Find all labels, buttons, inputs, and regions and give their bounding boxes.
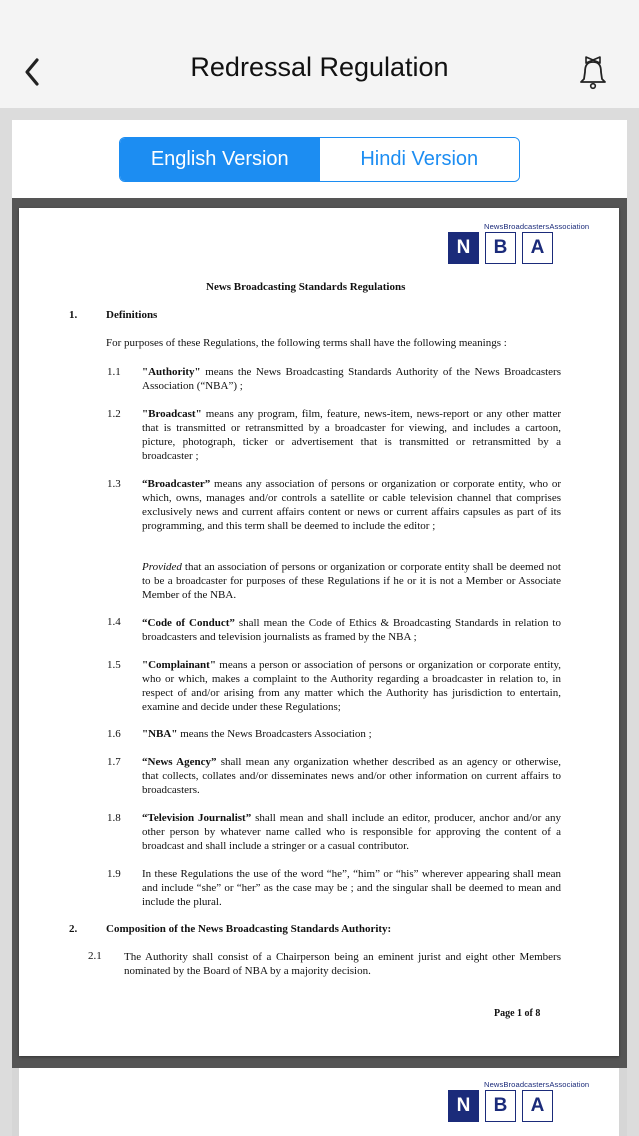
tab-english-version[interactable]: English Version <box>120 138 320 181</box>
clause-text <box>142 867 561 909</box>
clause-number: 1.1 <box>107 366 121 378</box>
clause-text <box>142 407 561 463</box>
tab-hindi-version[interactable]: Hindi Version <box>320 138 520 181</box>
clause-body: means any program, film, feature, news-item, news-report or any other matter that is transmitted or retransmitted by a broadcaster for viewing, and includes a cartoon, picture, photograph, ticker or advertisement that is transmitted or retransmitted by a broadcaster ; <box>142 408 561 462</box>
clause-term: "Authority" <box>142 366 201 378</box>
section-number: 2. <box>69 923 78 935</box>
section-number: 1. <box>69 309 78 321</box>
clause-term: “Code of Conduct” <box>142 617 235 629</box>
clause-body: means any association of persons or organization or corporate entity, who or which, owns, manages and/or controls a satellite or cable television channel that comprises exclusively news and current affairs content or news or current affairs capsules as part of its programming, and this term shall be deemed to include the editor ; <box>142 478 561 532</box>
clause-term: “Broadcaster” <box>142 478 211 490</box>
document-title: News Broadcasting Standards Regulations <box>206 281 406 293</box>
clause-term: “Television Journalist” <box>142 812 252 824</box>
clause-text <box>142 811 561 853</box>
clause-number: 1.7 <box>107 756 121 768</box>
page-number: Page 1 of 8 <box>494 1008 541 1019</box>
version-segmented-control <box>119 137 520 182</box>
proviso-term: Provided <box>142 561 182 573</box>
clause-body: that an association of persons or organization or corporate entity shall be deemed not to be a broadcaster for purposes of these Regulations if he or it is not a Member or Associate Member of the NBA. <box>142 561 561 601</box>
clause-number: 1.3 <box>107 478 121 490</box>
clause-text <box>142 477 561 533</box>
clause-term: "Complainant" <box>142 659 216 671</box>
clause-text <box>142 365 561 393</box>
clause-body: means the News Broadcasting Standards Authority of the News Broadcasters Association (“NBA”) ; <box>142 366 561 392</box>
clause-body: shall mean and shall include an editor, producer, anchor and/or any other person by whatever name called who is responsible for approving the content of a broadcast and shall include a stringer or a casual contributor. <box>142 812 561 852</box>
clause-number: 1.5 <box>107 659 121 671</box>
nba-logo-n: N <box>448 1090 479 1122</box>
clause-number: 1.2 <box>107 408 121 420</box>
nba-logo-a: A <box>522 232 553 264</box>
clause-text <box>142 658 561 714</box>
clause-text <box>142 755 561 797</box>
nba-logo-tagline: NewsBroadcastersAssociation <box>484 222 590 231</box>
nba-logo-b: B <box>485 1090 516 1122</box>
clause-body: shall mean any organization whether described as an agency or otherwise, that collects, collates and/or disseminates news and/or other information on current affairs to broadcasters. <box>142 756 561 796</box>
clause-number: 1.4 <box>107 616 121 628</box>
section-heading: Definitions <box>106 309 158 321</box>
intro-paragraph: For purposes of these Regulations, the following terms shall have the following meanings : <box>106 337 507 349</box>
nba-logo-b: B <box>485 232 516 264</box>
nba-logo-n: N <box>448 232 479 264</box>
clause-text: The Authority shall consist of a Chairperson being an eminent jurist and eight other Members nominated by the Board of NBA by a majority decision. <box>124 951 561 977</box>
section-heading: Composition of the News Broadcasting Standards Authority: <box>106 923 392 935</box>
page-title: Redressal Regulation <box>190 52 449 82</box>
nba-logo-tagline: NewsBroadcastersAssociation <box>484 1080 590 1089</box>
bell-icon <box>574 50 612 92</box>
clause-number: 2.1 <box>88 950 102 962</box>
notification-button[interactable] <box>574 50 612 92</box>
navigation-bar <box>0 0 639 108</box>
clause-text <box>142 616 561 644</box>
clause-term: "NBA" <box>142 728 178 740</box>
clause-number: 1.9 <box>107 868 121 880</box>
clause-body: means the News Broadcasters Association ; <box>177 728 372 740</box>
clause-term: "Broadcast" <box>142 408 202 420</box>
clause-number: 1.6 <box>107 728 121 740</box>
clause-body: In these Regulations the use of the word “he”, “him” or “his” wherever appearing shall mean and include “she” or “her” as the case may be ; and the singular shall be deemed to mean and include the plural. <box>142 868 561 908</box>
clause-number: 1.8 <box>107 812 121 824</box>
nba-logo-a: A <box>522 1090 553 1122</box>
proviso-text <box>142 560 561 602</box>
clause-body: shall mean the Code of Ethics & Broadcasting Standards in relation to broadcasters and television journalists as framed by the NBA ; <box>142 617 561 643</box>
clause-text <box>142 727 561 741</box>
clause-term: “News Agency” <box>142 756 217 768</box>
clause-body: means a person or association of persons or organization or corporate entity, who or which, makes a complaint to the Authority regarding a broadcaster in relation to, in respect of and/or arising from any matter which the Authority has jurisdiction to entertain, examine and decide under these Regulations; <box>142 659 561 713</box>
